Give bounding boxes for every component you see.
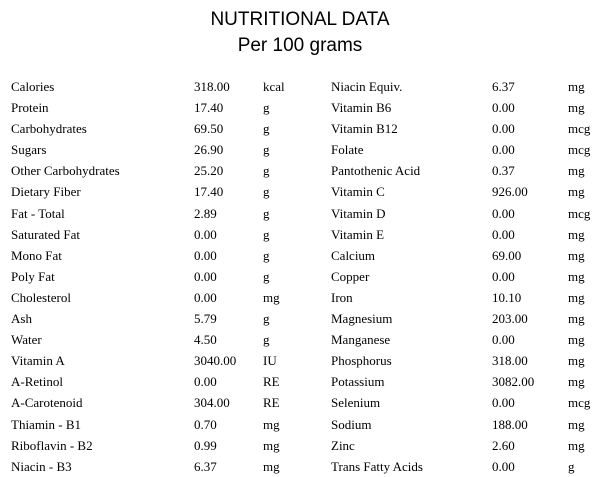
nutrient-unit: g bbox=[263, 142, 270, 158]
nutrient-row bbox=[11, 160, 329, 181]
nutrient-value: 0.00 bbox=[492, 121, 515, 137]
nutrient-row bbox=[11, 118, 329, 139]
nutrient-value: 0.00 bbox=[492, 395, 515, 411]
nutrient-value: 6.37 bbox=[194, 458, 217, 474]
nutrient-name: Vitamin E bbox=[331, 226, 385, 242]
nutrient-row bbox=[11, 435, 329, 456]
nutrient-value: 0.00 bbox=[194, 268, 217, 284]
nutrient-unit: mcg bbox=[568, 205, 591, 221]
nutrient-value: 0.00 bbox=[492, 268, 515, 284]
nutrient-row bbox=[11, 350, 329, 371]
nutrient-unit: mcg bbox=[568, 121, 591, 137]
nutrient-unit: kcal bbox=[263, 79, 285, 94]
nutrient-unit: mcg bbox=[568, 395, 591, 411]
nutrient-value: 318.00 bbox=[492, 353, 528, 369]
nutrient-unit: mg bbox=[568, 353, 585, 369]
nutrient-name: Pantothenic Acid bbox=[331, 163, 421, 179]
nutrient-row bbox=[11, 203, 329, 224]
nutrient-name: Other Carbohydrates bbox=[11, 163, 120, 179]
nutrient-table-left bbox=[11, 76, 329, 477]
nutrient-value: 4.50 bbox=[194, 332, 217, 348]
nutrient-name: Vitamin D bbox=[331, 205, 386, 221]
nutrient-unit: mg bbox=[263, 416, 280, 432]
nutrient-row bbox=[331, 118, 599, 139]
page-subtitle: Per 100 grams bbox=[237, 35, 363, 56]
nutrient-row bbox=[331, 435, 599, 456]
nutrient-name: Thiamin - B1 bbox=[11, 416, 82, 432]
nutrient-row bbox=[11, 414, 329, 435]
nutrient-unit: g bbox=[263, 311, 270, 327]
nutrient-row bbox=[11, 266, 329, 287]
nutrient-unit: g bbox=[568, 458, 575, 474]
nutrient-name: Zinc bbox=[331, 437, 355, 453]
nutrient-row bbox=[331, 266, 599, 287]
nutrient-table-right bbox=[331, 76, 599, 477]
nutrient-value: 69.00 bbox=[492, 247, 522, 263]
nutrient-row bbox=[11, 308, 329, 329]
nutrient-name: Calcium bbox=[331, 247, 376, 263]
nutrient-name: Vitamin B12 bbox=[331, 121, 398, 137]
nutrient-name: Vitamin C bbox=[331, 184, 385, 200]
nutrient-unit: mg bbox=[263, 458, 280, 474]
nutrient-unit: g bbox=[263, 121, 270, 137]
nutrient-value: 17.40 bbox=[194, 184, 224, 200]
nutrient-unit: g bbox=[263, 100, 270, 116]
nutrient-value: 0.00 bbox=[194, 226, 217, 242]
nutrient-name: Trans Fatty Acids bbox=[331, 458, 423, 474]
nutrient-name: Selenium bbox=[331, 395, 381, 411]
nutrient-value: 0.00 bbox=[194, 289, 217, 305]
nutrient-name: Riboflavin - B2 bbox=[11, 437, 93, 453]
nutrient-value: 0.00 bbox=[492, 205, 515, 221]
nutrient-unit: mg bbox=[568, 416, 585, 432]
nutrient-row bbox=[331, 76, 599, 97]
nutrient-row bbox=[331, 414, 599, 435]
nutrient-unit: mg bbox=[568, 184, 585, 200]
nutrient-name: Poly Fat bbox=[11, 268, 55, 284]
nutrient-unit: g bbox=[263, 247, 270, 263]
nutrient-name: Mono Fat bbox=[11, 247, 62, 263]
nutrient-value: 3040.00 bbox=[194, 353, 237, 369]
nutrient-row bbox=[11, 97, 329, 118]
nutrient-row bbox=[331, 181, 599, 202]
nutrient-row bbox=[11, 224, 329, 245]
nutrient-row bbox=[11, 392, 329, 413]
nutrient-name: Copper bbox=[331, 268, 370, 284]
nutrient-unit: mg bbox=[263, 437, 280, 453]
nutrient-name: Saturated Fat bbox=[11, 226, 80, 242]
nutrient-value: 5.79 bbox=[194, 311, 217, 327]
nutrient-name: Fat - Total bbox=[11, 205, 65, 221]
nutrient-value: 2.60 bbox=[492, 437, 515, 453]
nutrient-value: 2.89 bbox=[194, 205, 217, 221]
nutrient-name: Carbohydrates bbox=[11, 121, 87, 137]
nutrient-name: Protein bbox=[11, 100, 49, 116]
nutrient-unit: RE bbox=[263, 374, 280, 390]
nutrient-row bbox=[331, 371, 599, 392]
nutrient-value: 0.00 bbox=[492, 142, 515, 158]
nutrient-row bbox=[11, 245, 329, 266]
nutrient-row bbox=[11, 181, 329, 202]
nutrient-value: 17.40 bbox=[194, 100, 224, 116]
nutrient-name: Sodium bbox=[331, 416, 372, 432]
nutrient-row bbox=[331, 392, 599, 413]
nutrient-unit: g bbox=[263, 163, 270, 179]
nutrient-unit: mg bbox=[568, 163, 585, 179]
nutrient-name: Manganese bbox=[331, 332, 391, 348]
nutrient-unit: mg bbox=[568, 289, 585, 305]
nutrient-row bbox=[331, 160, 599, 181]
nutrient-unit: mg bbox=[568, 79, 585, 94]
nutrient-name: Water bbox=[11, 332, 42, 348]
nutrient-name: Dietary Fiber bbox=[11, 184, 81, 200]
nutrient-name: Phosphorus bbox=[331, 353, 392, 369]
nutrient-unit: g bbox=[263, 226, 270, 242]
nutrient-name: Ash bbox=[11, 311, 32, 327]
nutrient-value: 0.00 bbox=[492, 458, 515, 474]
nutrient-name: Iron bbox=[331, 289, 353, 305]
nutrient-value: 3082.00 bbox=[492, 374, 535, 390]
nutrient-row bbox=[11, 76, 329, 97]
nutrient-name: Niacin Equiv. bbox=[331, 79, 403, 94]
nutrient-row bbox=[331, 245, 599, 266]
nutrient-value: 26.90 bbox=[194, 142, 224, 158]
page-title: NUTRITIONAL DATA bbox=[210, 9, 390, 30]
nutrient-unit: RE bbox=[263, 395, 280, 411]
nutrient-unit: mg bbox=[568, 268, 585, 284]
nutrient-row bbox=[11, 329, 329, 350]
nutrient-value: 6.37 bbox=[492, 79, 515, 94]
nutrient-unit: mg bbox=[568, 374, 585, 390]
nutrient-name: Potassium bbox=[331, 374, 385, 390]
nutrient-value: 926.00 bbox=[492, 184, 528, 200]
nutrient-value: 0.00 bbox=[194, 374, 217, 390]
nutrient-name: Folate bbox=[331, 142, 364, 158]
nutrient-unit: g bbox=[263, 332, 270, 348]
nutrient-row bbox=[331, 139, 599, 160]
nutrient-row bbox=[11, 139, 329, 160]
nutrient-name: Sugars bbox=[11, 142, 47, 158]
nutrient-value: 0.99 bbox=[194, 437, 217, 453]
nutrient-value: 0.00 bbox=[492, 100, 515, 116]
nutrient-unit: mg bbox=[568, 437, 585, 453]
nutrient-unit: mg bbox=[568, 247, 585, 263]
nutrient-value: 0.00 bbox=[492, 226, 515, 242]
nutrient-value: 0.00 bbox=[492, 332, 515, 348]
nutrient-unit: mcg bbox=[568, 142, 591, 158]
nutrient-row bbox=[331, 97, 599, 118]
nutrient-row bbox=[331, 287, 599, 308]
nutrient-name: Calories bbox=[11, 79, 55, 94]
nutrient-unit: mg bbox=[568, 100, 585, 116]
nutrient-value: 25.20 bbox=[194, 163, 224, 179]
nutrient-row bbox=[11, 371, 329, 392]
nutrient-value: 203.00 bbox=[492, 311, 528, 327]
nutrient-name: A-Retinol bbox=[11, 374, 63, 390]
nutrient-name: Vitamin A bbox=[11, 353, 65, 369]
nutrient-value: 0.70 bbox=[194, 416, 217, 432]
nutrient-name: Vitamin B6 bbox=[331, 100, 392, 116]
nutrient-unit: mg bbox=[263, 289, 280, 305]
nutrient-name: Niacin - B3 bbox=[11, 458, 72, 474]
nutrient-unit: mg bbox=[568, 332, 585, 348]
nutrient-unit: g bbox=[263, 184, 270, 200]
nutrient-value: 69.50 bbox=[194, 121, 224, 137]
nutrient-row bbox=[331, 350, 599, 371]
nutrient-unit: mg bbox=[568, 311, 585, 327]
nutrient-row bbox=[331, 329, 599, 350]
nutrient-value: 10.10 bbox=[492, 289, 522, 305]
nutrient-value: 318.00 bbox=[194, 79, 230, 94]
nutrient-unit: g bbox=[263, 268, 270, 284]
nutrient-value: 0.00 bbox=[194, 247, 217, 263]
nutrient-name: Magnesium bbox=[331, 311, 393, 327]
nutrient-name: Cholesterol bbox=[11, 289, 71, 305]
nutrient-name: A-Carotenoid bbox=[11, 395, 83, 411]
nutrient-row bbox=[11, 287, 329, 308]
nutrient-value: 0.37 bbox=[492, 163, 515, 179]
nutrient-value: 188.00 bbox=[492, 416, 528, 432]
nutrient-row bbox=[331, 203, 599, 224]
nutrient-unit: mg bbox=[568, 226, 585, 242]
nutrient-value: 304.00 bbox=[194, 395, 230, 411]
nutrient-unit: g bbox=[263, 205, 270, 221]
nutrient-row bbox=[331, 308, 599, 329]
nutrient-row bbox=[331, 224, 599, 245]
nutrient-unit: IU bbox=[263, 353, 277, 369]
